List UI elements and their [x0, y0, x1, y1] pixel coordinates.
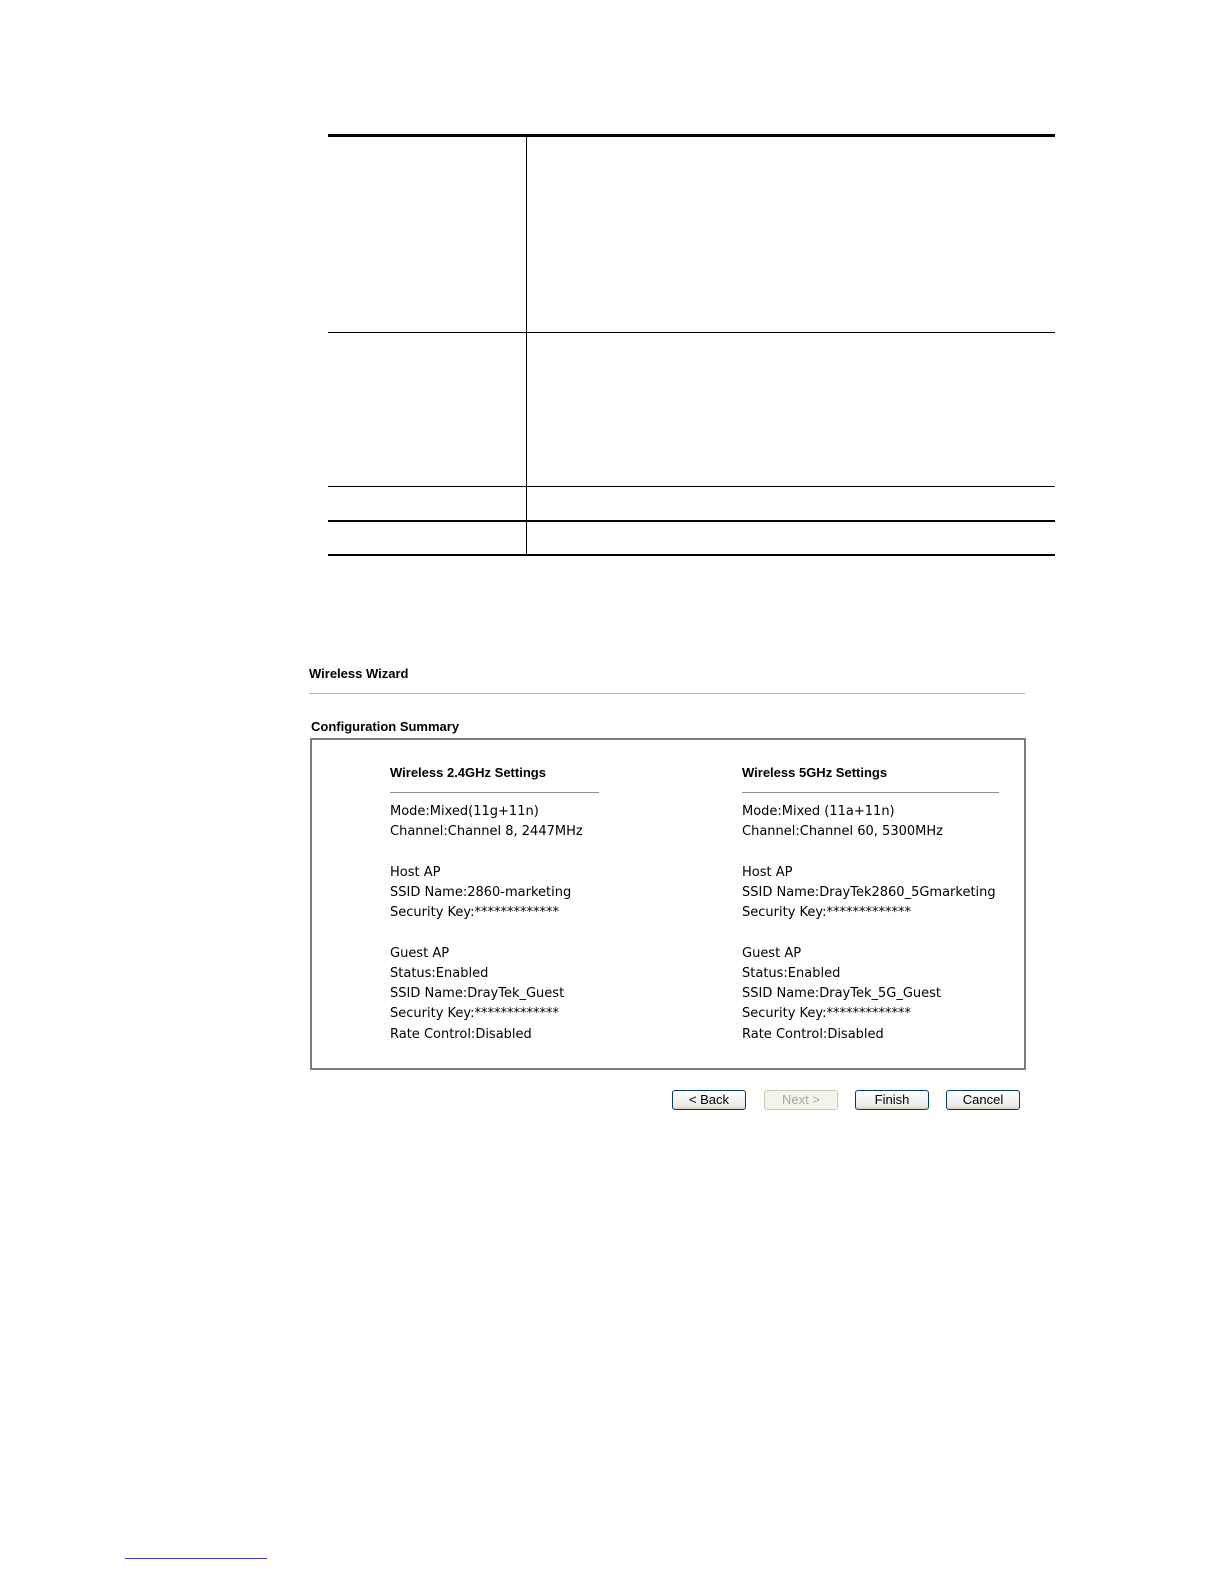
host-ap-label: Host AP: [390, 865, 441, 880]
guest-ssid-value: SSID Name:DrayTek_Guest: [390, 986, 565, 1001]
band-24ghz-heading: Wireless 2.4GHz Settings: [390, 765, 546, 780]
guest-ap-label: Guest AP: [390, 946, 450, 961]
guest-ssid-value: SSID Name:DrayTek_5G_Guest: [742, 986, 942, 1001]
next-button[interactable]: Next >: [764, 1090, 838, 1110]
channel-value: Channel:Channel 8, 2447MHz: [390, 824, 583, 839]
mode-value: Mode:Mixed (11a+11n): [742, 804, 895, 819]
back-button[interactable]: < Back: [672, 1090, 746, 1110]
guest-security-key: Security Key:*************: [742, 1006, 912, 1021]
band-5ghz-heading: Wireless 5GHz Settings: [742, 765, 888, 780]
finish-button[interactable]: Finish: [855, 1090, 929, 1110]
title-divider: [309, 693, 1025, 694]
guest-status-value: Status:Enabled: [390, 966, 489, 981]
mode-value: Mode:Mixed(11g+11n): [390, 804, 539, 819]
guest-rate-control: Rate Control:Disabled: [390, 1027, 532, 1042]
guest-ap-label: Guest AP: [742, 946, 802, 961]
table-row-divider: [328, 332, 1055, 333]
table-bottom-border: [328, 554, 1055, 556]
guest-security-key: Security Key:*************: [390, 1006, 560, 1021]
section-title: Configuration Summary: [311, 719, 460, 734]
configuration-summary-panel: [310, 738, 1026, 1070]
host-ssid-value: SSID Name:DrayTek2860_5Gmarketing: [742, 885, 996, 900]
cancel-button[interactable]: Cancel: [946, 1090, 1020, 1110]
channel-value: Channel:Channel 60, 5300MHz: [742, 824, 943, 839]
guest-rate-control: Rate Control:Disabled: [742, 1027, 884, 1042]
footnote-separator: [125, 1558, 267, 1559]
document-table: [328, 134, 1055, 556]
table-column-divider: [526, 134, 527, 556]
table-top-border: [328, 134, 1055, 137]
heading-divider: [742, 792, 999, 793]
host-security-key: Security Key:*************: [742, 905, 912, 920]
heading-divider: [390, 792, 599, 793]
guest-status-value: Status:Enabled: [742, 966, 841, 981]
host-ap-label: Host AP: [742, 865, 793, 880]
host-security-key: Security Key:*************: [390, 905, 560, 920]
host-ssid-value: SSID Name:2860-marketing: [390, 885, 572, 900]
wizard-title: Wireless Wizard: [309, 666, 409, 681]
table-row-divider: [328, 486, 1055, 487]
table-row-divider: [328, 520, 1055, 522]
